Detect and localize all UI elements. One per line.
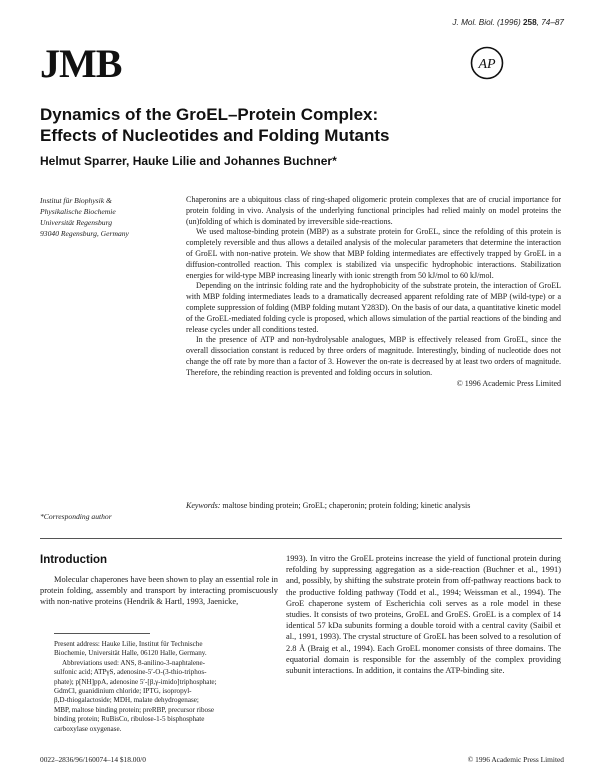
abstract-paragraph: Depending on the intrinsic folding rate and the hydrophobicity of the substrate protein, the interaction of GroEL with MBP folding intermediates leads to a dramatically decreased apparent refolding rate of MBP (wild-type) or a complete suppression of folding (MBP folding mutant Y283D). On the basis of our data, a quantitative kinetic model of the GroEL-mediated folding cycle is proposed, which allows simulation of the partial reactions of the binding and release cycles under all conditions tested. (186, 281, 561, 334)
journal-volume: 258 (522, 18, 537, 27)
abstract-paragraph: In the presence of ATP and non-hydrolysable analogues, MBP is effectively released from GroEL, since the overall dissociation constant is reduced by three orders of magnitude. Interestingly, binding of nucleotide does not change the off rate by more than a factor of 3. However the on-rate is decreased by at least two orders of magnitude. Therefore, the rebinding reaction is prevented and folding occurs in solution. (186, 335, 561, 377)
journal-pages: 74–87 (541, 18, 564, 27)
footnote-line: Present address: Hauke Lilie, Institut für Technische (54, 640, 203, 648)
article-title (40, 104, 560, 146)
footnote-line: Biochemie, Universität Halle, 06120 Halle, Germany. (54, 649, 207, 658)
affiliation (40, 195, 200, 239)
footnote-line: β,D-thiogalactoside; MDH, malate dehydrogenase; (54, 696, 199, 705)
footnote-line: binding protein; RuBisCo, ribulose-1-5 bisphosphate (54, 715, 205, 724)
title-line-2: Effects of Nucleotides and Folding Mutants (40, 126, 390, 145)
ap-logo-text: AP (478, 57, 496, 72)
intro-right-column (286, 553, 561, 676)
affiliation-line: Institut für Biophysik & (40, 196, 112, 205)
footnote-rule (54, 633, 150, 634)
intro-left-paragraph: Molecular chaperones have been shown to play an essential role in protein folding, assembly and transport by interacting promiscuously with non-native proteins (Hendrik & Hartl, 1993, Jaenicke, (40, 575, 278, 607)
author-list: Helmut Sparrer, Hauke Lilie and Johannes Buchner* (40, 154, 337, 168)
section-divider (40, 538, 562, 539)
affiliation-line: Universität Regensburg (40, 218, 113, 227)
footnote-line: sulfonic acid; ATPγS, adenosine-5′-O-(3-thio-triphos- (54, 668, 207, 677)
academic-press-logo-icon (470, 46, 504, 80)
footer-copyright: © 1996 Academic Press Limited (467, 755, 564, 764)
journal-citation: J. Mol. Biol. (1996) 258, 74–87 (452, 18, 564, 27)
keywords (186, 500, 561, 511)
footer-code: 0022–2836/96/160074–14 $18.00/0 (40, 755, 146, 764)
affiliation-line: 93040 Regensburg, Germany (40, 229, 129, 238)
intro-right-paragraph: 1993). In vitro the GroEL proteins increase the yield of functional protein during refolding by suppressing aggregation as a side-reaction (Buchner et al., 1991) and, possibly, by shifting the substrate protein from off-pathway reactions back to the productive folding pathway (Todd et al., 1994; Weissman et al., 1994). The GroE chaperone system of Escherichia coli serves as a role model in these studies. It consists of two proteins, GroEL and GroES. GroEL is a complex of 14 identical 57 kDa subunits forming a double toroid with a central cavity (Saibil et al., 1991, 1993). The crystal structure of GroEL has been solved to a resolution of 2.8 Å (Braig et al., 1994). Each GroEL monomer consists of three domains. The equatorial domain is responsible for the assembly of the complex providing subunit interactions. In addition, it contains the ATP-binding site. (286, 554, 561, 676)
journal-year: (1996) (497, 18, 521, 27)
footnote-line: phate); p[NH]ppA, adenosine 5′-[β,γ-imido]triphosphate; (54, 677, 217, 686)
keywords-label: Keywords: (186, 501, 221, 510)
introduction-heading: Introduction (40, 554, 108, 566)
abstract-paragraph: We used maltose-binding protein (MBP) as a substrate protein for GroEL, since the refolding of this protein is completely reversible and thus allows a detailed analysis of the molecular parameters that determine the interaction of GroEL with non-native protein. We show that MBP folding intermediates are effectively trapped by GroEL in a diffusion-controlled reaction. This complex is stabilized via unspecific hydrophobic interactions. Stabilization energies for wild-type MBP increasing linearly with ionic strength from 50 kJ/mol to 60 kJ/mol. (186, 227, 561, 280)
keywords-text: maltose binding protein; GroEL; chaperonin; protein folding; kinetic analysis (222, 501, 471, 510)
abstract-paragraph: Chaperonins are a ubiquitous class of ring-shaped oligomeric protein complexes that are of crucial importance for protein folding in vivo. Analysis of the underlying functional principles had relied mainly on model proteins the (un)folding of which is dominated by irreversible side-reactions. (186, 195, 561, 226)
intro-left-column (40, 574, 278, 608)
abstract-copyright: © 1996 Academic Press Limited (456, 378, 561, 388)
footnote-line: carboxylase oxygenase. (54, 724, 122, 733)
jmb-logo: JMB (40, 41, 122, 86)
journal-name: J. Mol. Biol. (452, 18, 495, 27)
title-line-1: Dynamics of the GroEL–Protein Complex: (40, 105, 379, 124)
abstract (186, 195, 561, 389)
footnote-line: MBP, maltose binding protein; preRBP, precursor ribose (54, 705, 214, 714)
footnotes (54, 640, 278, 734)
affiliation-line: Physikalische Biochemie (40, 207, 116, 216)
corresponding-author-note: *Corresponding author (40, 512, 112, 521)
footnote-line: GdmCl, guanidinium chloride; IPTG, isopropyl- (54, 687, 192, 696)
footnote-line: Abbreviations used: ANS, 8-anilino-3-naphtalene- (62, 658, 206, 667)
